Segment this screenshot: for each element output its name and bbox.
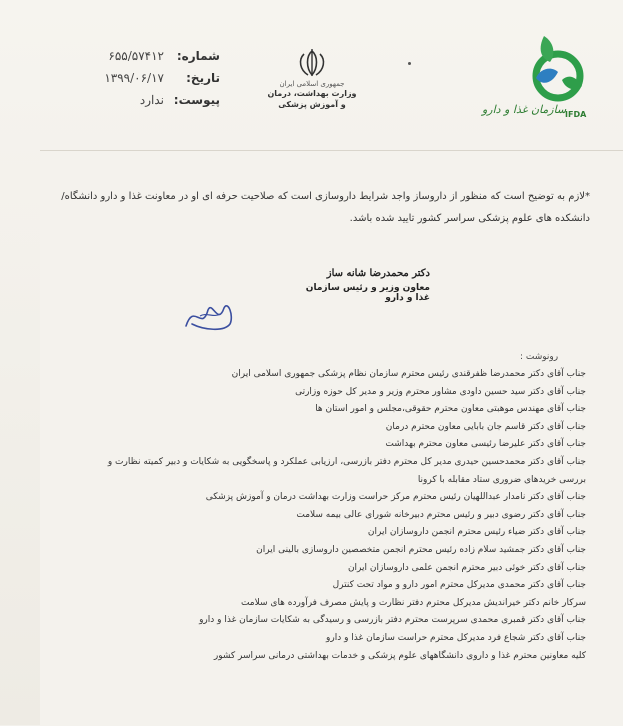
date-label: تاریخ: bbox=[186, 71, 220, 85]
cc-recipient: جناب آقای دکتر علیرضا رئیسی معاون محترم بهداشت bbox=[385, 439, 586, 450]
cc-recipient: سرکار خانم دکتر خیراندیش مدیرکل محترم دفتر نظارت و پایش مصرف فرآورده های سلامت bbox=[240, 597, 586, 608]
cc-recipient: جناب آقای دکتر قمبری محمدی سرپرست محترم دفتر بازرسی و رسیدگی به شکایات سازمان غذا و دارو bbox=[199, 615, 586, 626]
cc-recipient: جناب آقای دکتر نامدار عبداللهیان رئیس محترم مرکز حراست وزارت بهداشت درمان و آموزش پزشکی bbox=[205, 492, 586, 503]
number-value: ۶۵۵/۵۷۴۱۲ bbox=[108, 49, 164, 63]
date-row bbox=[70, 67, 220, 89]
cc-heading: رونوشت : bbox=[520, 352, 559, 362]
emblem-icon bbox=[294, 48, 330, 78]
ink-dot bbox=[408, 62, 411, 65]
number-row bbox=[70, 45, 220, 67]
emblem-line-3: و آموزش پزشکی bbox=[278, 100, 346, 109]
cc-recipient: کلیه معاونین محترم غذا و داروی دانشگاههای علوم پزشکی و خدمات بهداشتی درمانی سراسر کشور bbox=[213, 650, 586, 661]
ifda-english-name: IFDA bbox=[565, 110, 587, 119]
cc-recipient: جناب آقای مهندس موهبتی معاون محترم حقوقی،مجلس و امور استان ها bbox=[315, 404, 586, 415]
cc-recipient: جناب آقای دکتر محمدرضا ظفرقندی رئیس محترم سازمان نظام پزشکی جمهوری اسلامی ایران bbox=[231, 369, 586, 379]
attachment-label: پیوست: bbox=[173, 93, 220, 107]
iran-emblem bbox=[262, 48, 362, 110]
letter-meta bbox=[70, 45, 220, 111]
body-paragraph: *لازم به توضیح است که منظور از داروساز واجد شرایط داروسازی است که صلاحیت حرفه ای او در معاونت غذا و دارو دانشگاه/ دانشکده های علوم پزشکی سراسر کشور تایید شده باشد. bbox=[61, 191, 590, 224]
signature-block bbox=[300, 268, 430, 303]
cc-recipient: جناب آقای دکتر قاسم جان بابایی معاون محترم درمان bbox=[385, 421, 586, 432]
signatory-title: معاون وزیر و رئیس سازمان غذا و دارو bbox=[305, 283, 430, 303]
ifda-persian-name: سازمان غذا و دارو bbox=[482, 103, 567, 116]
attachment-row bbox=[70, 89, 220, 111]
ifda-logo bbox=[480, 28, 605, 128]
cc-recipient: جناب آقای دکتر سید حسین داودی مشاور محترم وزیر و مدیر کل حوزه وزارتی bbox=[295, 386, 586, 397]
signatory-name: دکتر محمدرضا شانه ساز bbox=[326, 268, 430, 279]
cc-recipient: جناب آقای دکتر محمدحسین حیدری مدیر کل محترم دفتر بازرسی، ارزیابی عملکرد و پاسخگویی به شکایات و دبیر کمیته نظارت و بررسی خریدهای ضروری ستاد مقابله با کرونا bbox=[107, 456, 586, 485]
cc-recipient: جناب آقای دکتر محمدی مدیرکل محترم امور دارو و مواد تحت کنترل bbox=[332, 580, 586, 591]
date-value: ۱۳۹۹/۰۶/۱۷ bbox=[104, 71, 164, 85]
cc-recipient: جناب آقای دکتر ضیاء رئیس محترم انجمن داروسازان ایران bbox=[367, 527, 586, 538]
handwritten-signature bbox=[180, 296, 240, 336]
cc-recipient: جناب آقای دکتر جمشید سلام زاده رئیس محترم انجمن متخصصین داروسازی بالینی ایران bbox=[256, 544, 586, 555]
attachment-value: ندارد bbox=[139, 93, 164, 107]
emblem-line-2: وزارت بهداشت، درمان bbox=[267, 89, 357, 98]
cc-list bbox=[82, 366, 586, 665]
cc-recipient: جناب آقای دکتر رضوی دبیر و رئیس محترم دبیرخانه شورای عالی بیمه سلامت bbox=[296, 509, 586, 520]
emblem-line-1: جمهوری اسلامی ایران bbox=[279, 80, 345, 88]
cc-recipient: جناب آقای دکتر خوئی دبیر محترم انجمن علمی داروسازان ایران bbox=[347, 562, 586, 573]
number-label: شماره: bbox=[176, 49, 220, 63]
ifda-leaf-icon bbox=[480, 28, 605, 108]
cc-recipient: جناب آقای دکتر شجاع فرد مدیرکل محترم حراست سازمان غذا و دارو bbox=[326, 632, 586, 643]
